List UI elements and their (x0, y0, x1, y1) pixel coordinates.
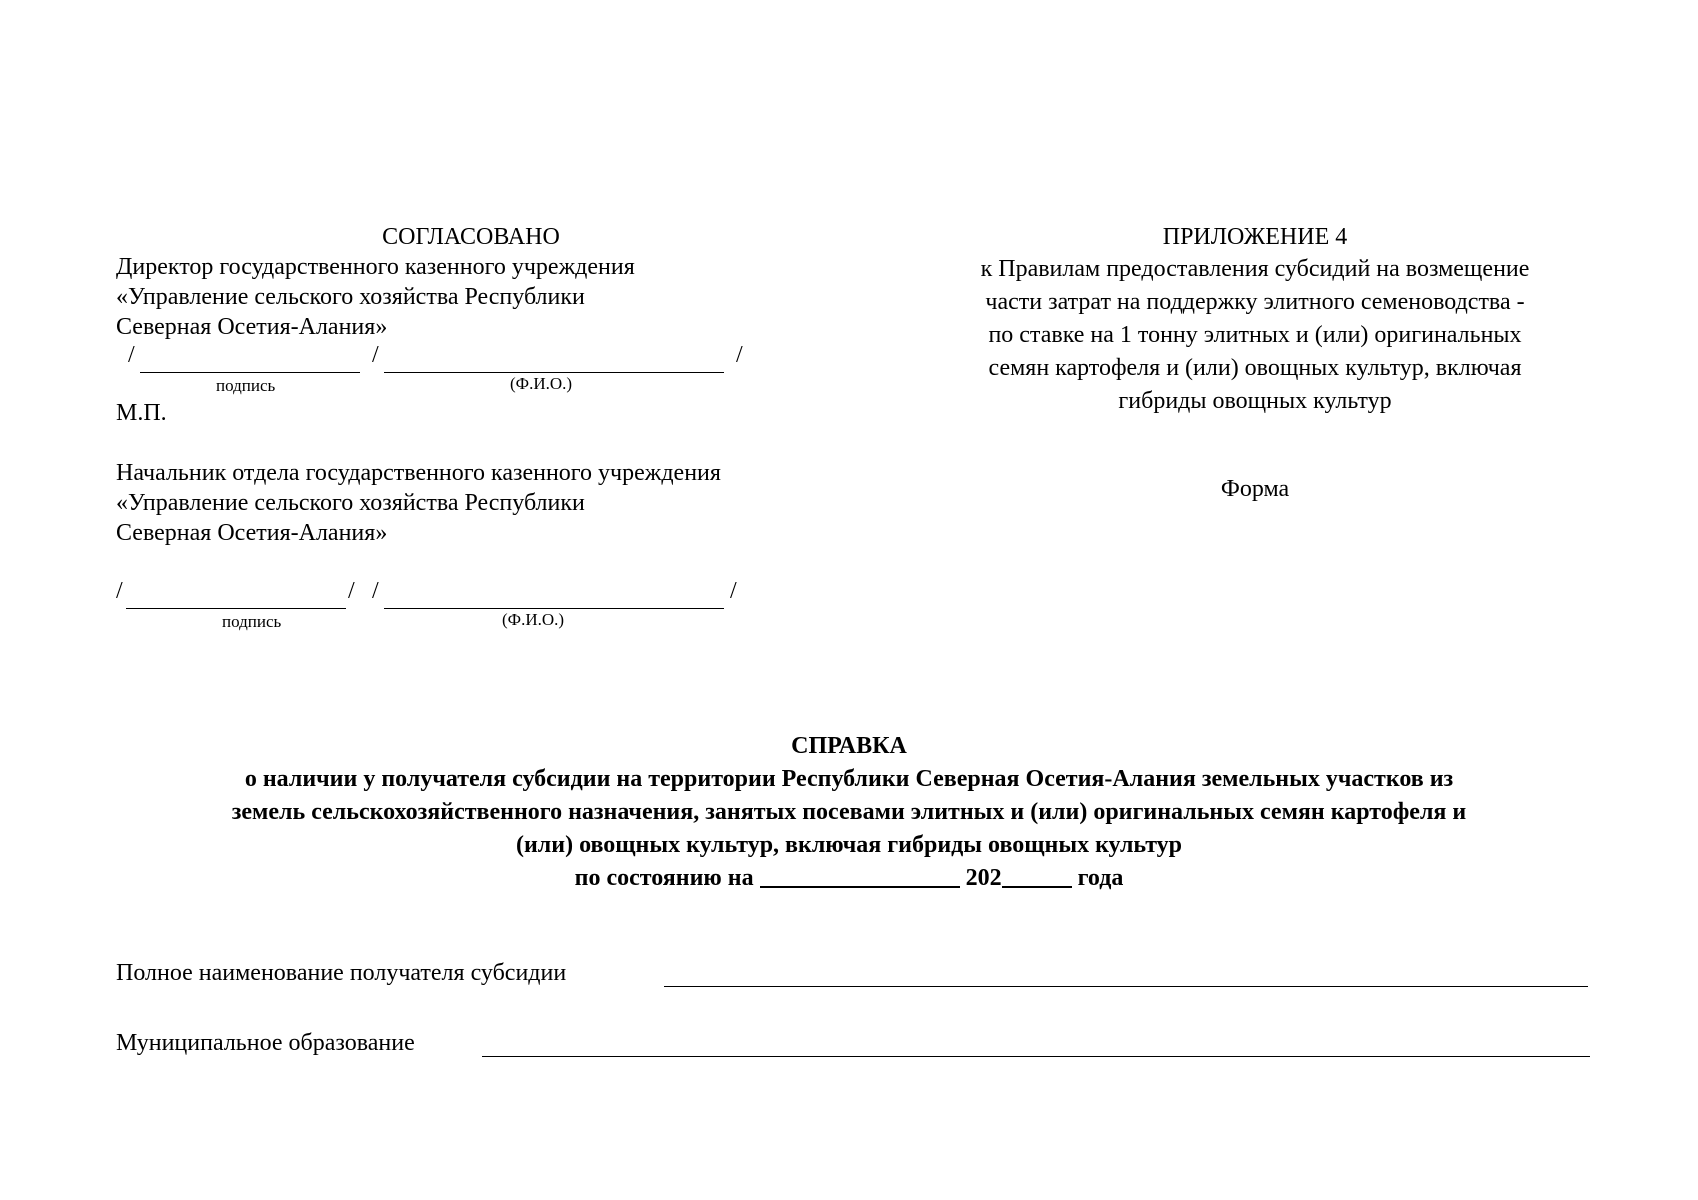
name-field[interactable] (384, 608, 724, 609)
appendix-line-2: части затрат на поддержку элитного семеноводства - (985, 289, 1525, 315)
appendix-heading: ПРИЛОЖЕНИЕ 4 (1162, 224, 1348, 250)
slash: / (372, 342, 379, 368)
subtitle-line-3: (или) овощных культур, включая гибриды овощных культур (515, 832, 1183, 858)
municipality-label: Муниципальное образование (116, 1030, 415, 1056)
signature-field[interactable] (126, 608, 346, 609)
slash: / (116, 578, 123, 604)
date-line (0, 862, 1698, 894)
appendix-line-1: к Правилам предоставления субсидий на возмещение (980, 256, 1530, 282)
head-title-line-3: Северная Осетия-Алания» (116, 520, 388, 546)
date-year-prefix: 202 (965, 865, 1002, 891)
appendix-line-5: гибриды овощных культур (1118, 388, 1392, 414)
approver-title-line-3: Северная Осетия-Алания» (116, 314, 388, 340)
signature-caption: подпись (216, 376, 276, 395)
signature-field[interactable] (140, 372, 360, 373)
subtitle-line-1: о наличии у получателя субсидии на территории Республики Северная Осетия-Алания земельных участков из (244, 766, 1454, 792)
form-label: Форма (1220, 476, 1290, 502)
recipient-label: Полное наименование получателя субсидии (116, 960, 567, 986)
date-suffix: года (1077, 865, 1124, 891)
appendix-line-4: семян картофеля и (или) овощных культур, включая (988, 355, 1522, 381)
slash: / (372, 578, 379, 604)
seal-label: М.П. (116, 400, 167, 426)
subtitle-line-2: земель сельскохозяйственного назначения, занятых посевами элитных и (или) оригинальных семян картофеля и (231, 799, 1467, 825)
date-day-month-field[interactable] (760, 864, 960, 888)
signature-caption: подпись (222, 612, 282, 631)
head-title-line-2: «Управление сельского хозяйства Республики (116, 490, 585, 516)
slash: / (128, 342, 135, 368)
date-year-field[interactable] (1002, 864, 1072, 888)
document-title: СПРАВКА (791, 733, 907, 759)
slash: / (736, 342, 743, 368)
head-title-line-1: Начальник отдела государственного казенного учреждения (116, 460, 721, 486)
name-caption: (Ф.И.О.) (502, 610, 565, 629)
approver-title-line-2: «Управление сельского хозяйства Республики (116, 284, 585, 310)
appendix-line-3: по ставке на 1 тонну элитных и (или) оригинальных (988, 322, 1522, 348)
approver-title-line-1: Директор государственного казенного учреждения (116, 254, 635, 280)
slash: / (730, 578, 737, 604)
approved-heading: СОГЛАСОВАНО (382, 224, 560, 250)
municipality-field[interactable] (482, 1056, 1590, 1057)
name-caption: (Ф.И.О.) (510, 374, 573, 393)
name-field[interactable] (384, 372, 724, 373)
slash: / (348, 578, 355, 604)
date-prefix: по состоянию на (574, 865, 754, 891)
recipient-field[interactable] (664, 986, 1588, 987)
